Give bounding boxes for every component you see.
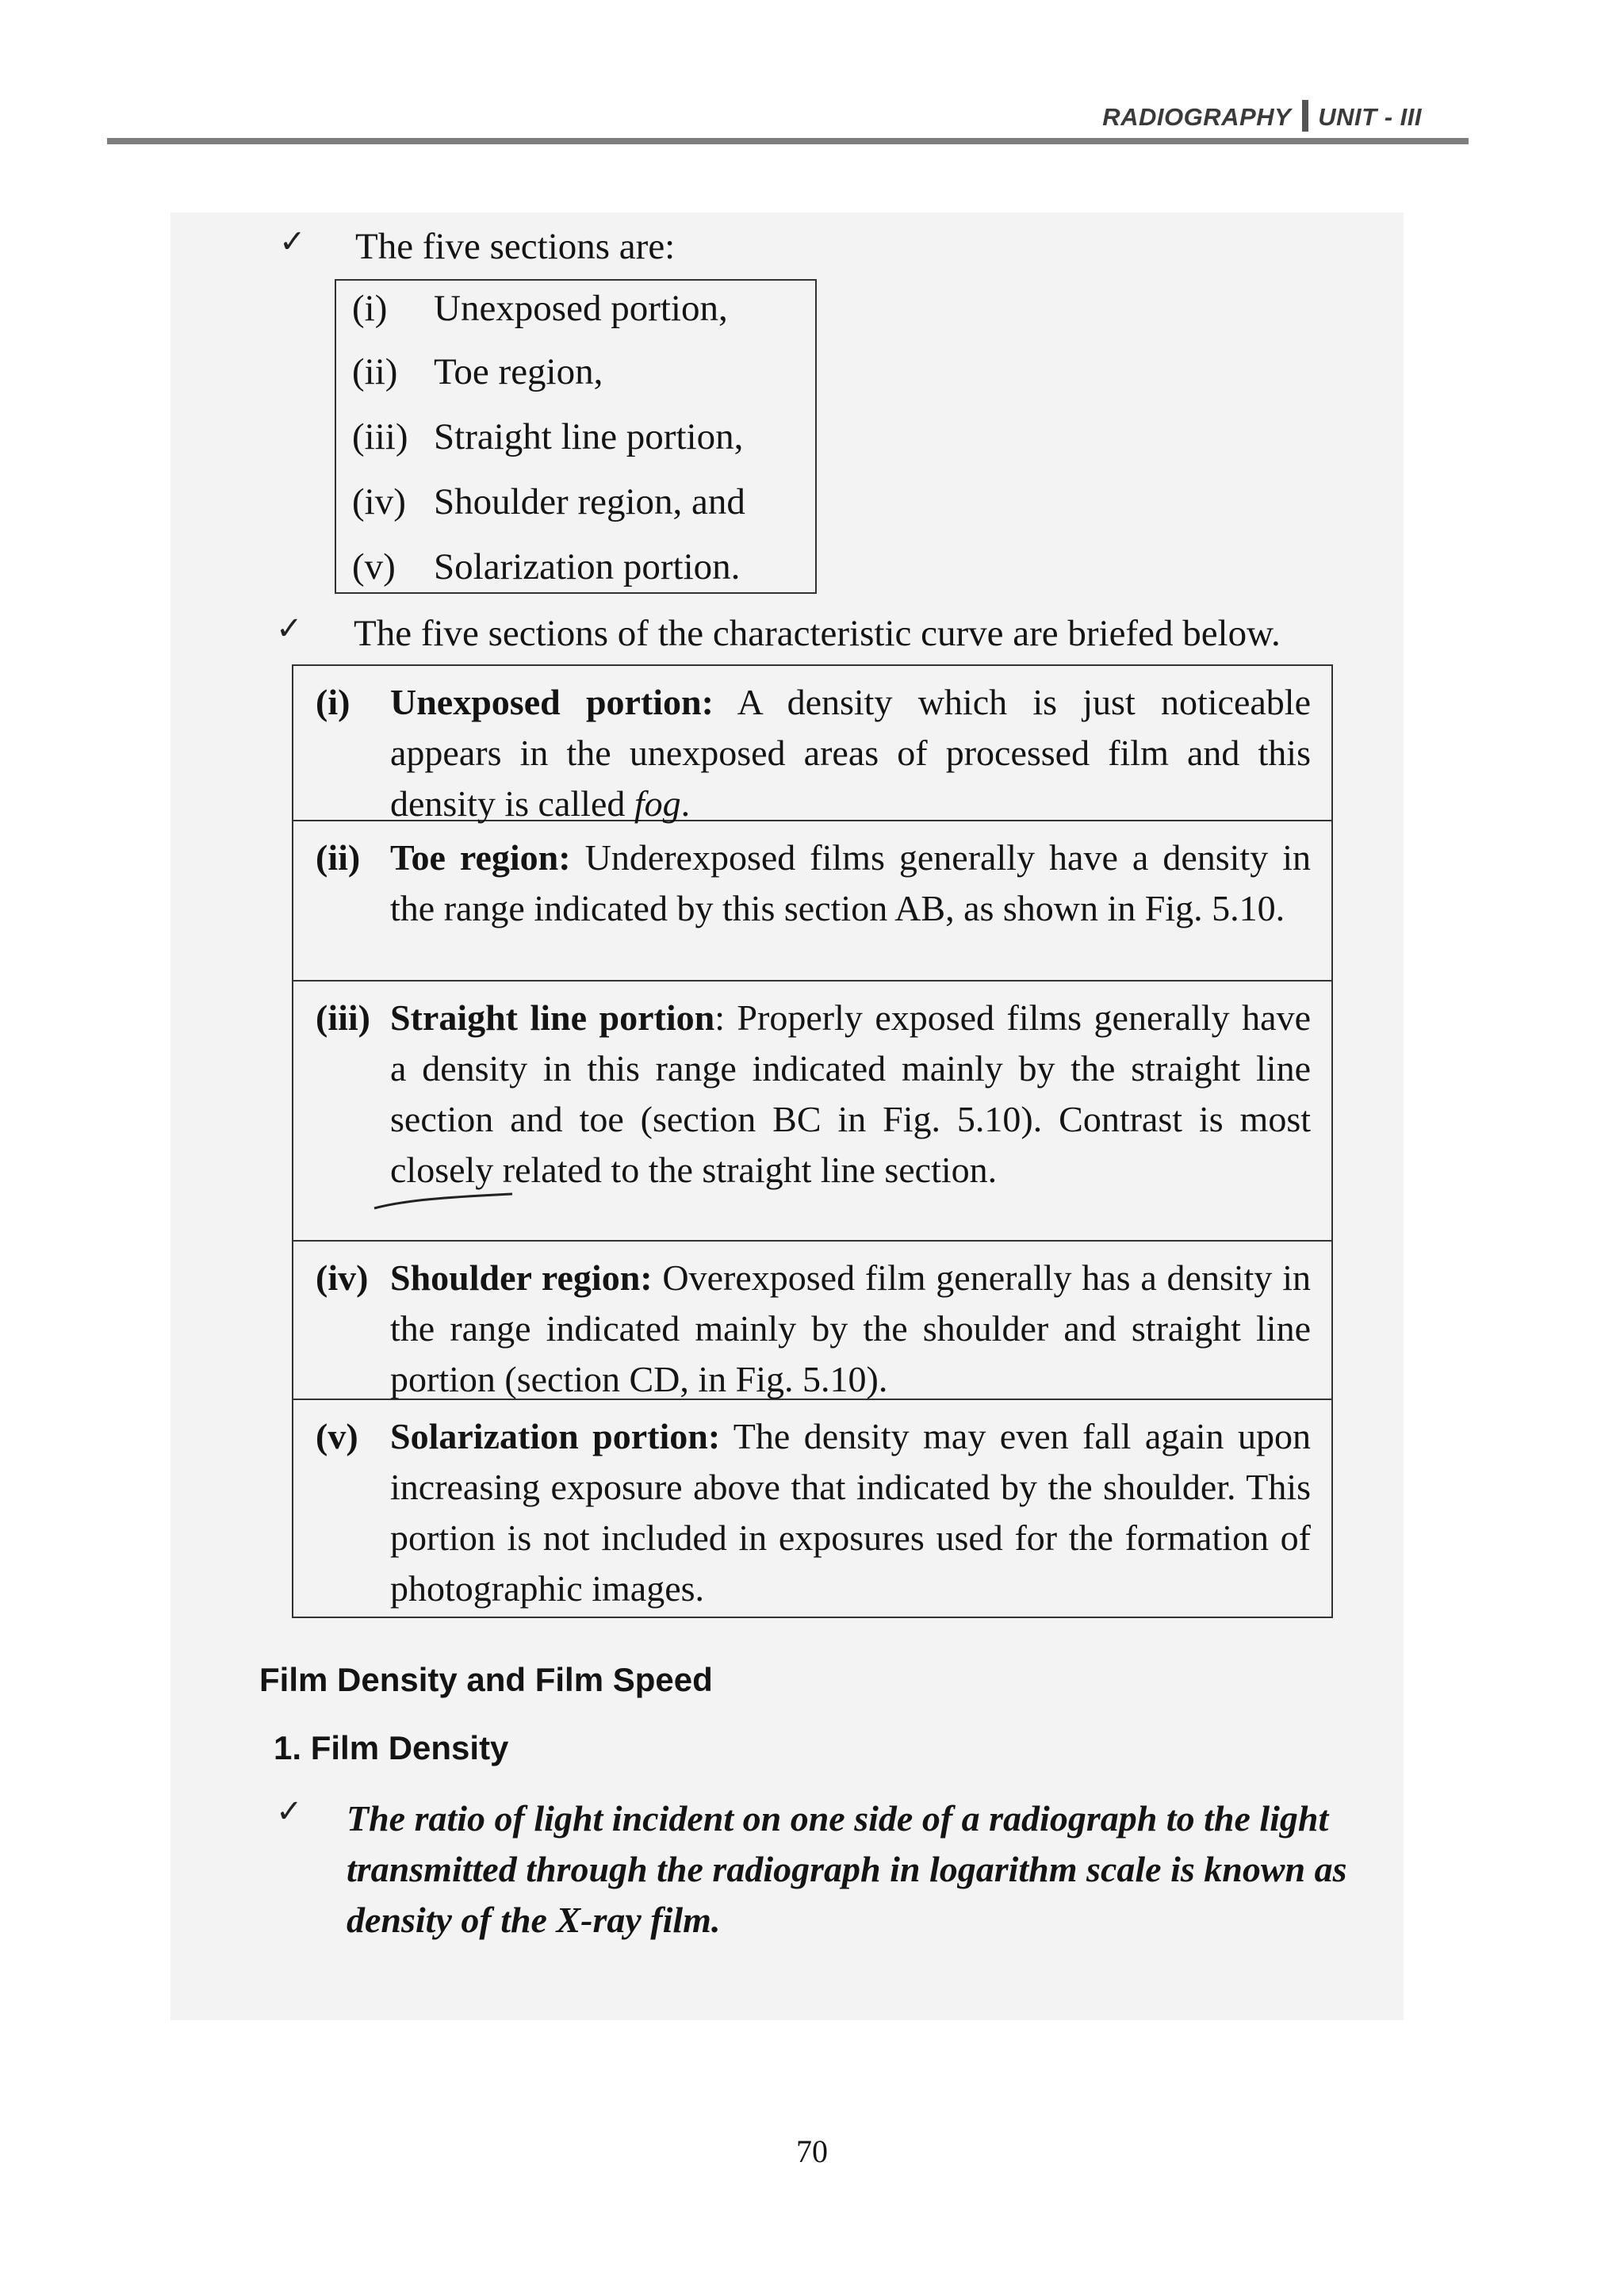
row-number: (iii) xyxy=(316,997,370,1038)
subsection-title: 1. Film Density xyxy=(274,1729,509,1766)
header-rule xyxy=(107,138,1469,144)
handwritten-underline xyxy=(373,1189,515,1213)
check-mark-icon: ✓ xyxy=(276,1793,303,1830)
row-number: (v) xyxy=(316,1416,358,1456)
row-text: Straight line portion: Properly exposed films generally have a density in this range indicated mainly by the straight line section and toe (section BC in Fig. 5.10). Contrast is most closely related to the straight line section. xyxy=(390,997,1311,1190)
row-text: Unexposed portion: A density which is just noticeable appears in the unexposed areas of processed film and this density is called fog. xyxy=(390,682,1311,824)
header-separator xyxy=(1302,100,1308,132)
table-row xyxy=(293,666,1331,824)
header-subject: RADIOGRAPHY xyxy=(1102,103,1292,131)
list-item: (iii) Straight line portion, xyxy=(352,416,744,457)
page-number: 70 xyxy=(796,2133,828,2169)
row-text: Toe region: Underexposed films generally have a density in the range indicated by this section AB, as shown in Fig. 5.10. xyxy=(390,837,1311,928)
row-text: Solarization portion: The density may even fall again upon increasing exposure above that indicated by the shoulder. This portion is not included in exposures used for the formation of photographic images. xyxy=(390,1416,1311,1609)
sections-list-box xyxy=(335,279,817,594)
sections-detail-table xyxy=(292,664,1333,1618)
table-row xyxy=(293,821,1331,982)
table-row xyxy=(293,1242,1331,1400)
list-item: (ii) Toe region, xyxy=(352,351,603,392)
section-title: Film Density and Film Speed xyxy=(259,1661,713,1698)
row-number: (ii) xyxy=(316,837,361,878)
header-unit: UNIT - III xyxy=(1318,103,1422,131)
check-mark-icon: ✓ xyxy=(276,610,303,647)
list-item: (iv) Shoulder region, and xyxy=(352,481,745,522)
briefed-intro: The five sections of the characteristic curve are briefed below. xyxy=(354,613,1281,654)
film-density-definition: The ratio of light incident on one side of a radiograph to the light transmitted through the radiograph in logarithm scale is known as density of the X-ray film. xyxy=(347,1798,1347,1940)
row-number: (iv) xyxy=(316,1257,369,1298)
table-row xyxy=(293,1400,1331,1617)
list-item: (i) Unexposed portion, xyxy=(352,288,728,329)
check-mark-icon: ✓ xyxy=(279,224,306,260)
list-item: (v) Solarization portion. xyxy=(352,546,741,587)
five-sections-intro: The five sections are: xyxy=(355,226,676,267)
row-number: (i) xyxy=(316,682,350,722)
running-header xyxy=(1102,100,1422,132)
row-text: Shoulder region: Overexposed film generally has a density in the range indicated mainly by the shoulder and straight line portion (section CD, in Fig. 5.10). xyxy=(390,1257,1311,1399)
